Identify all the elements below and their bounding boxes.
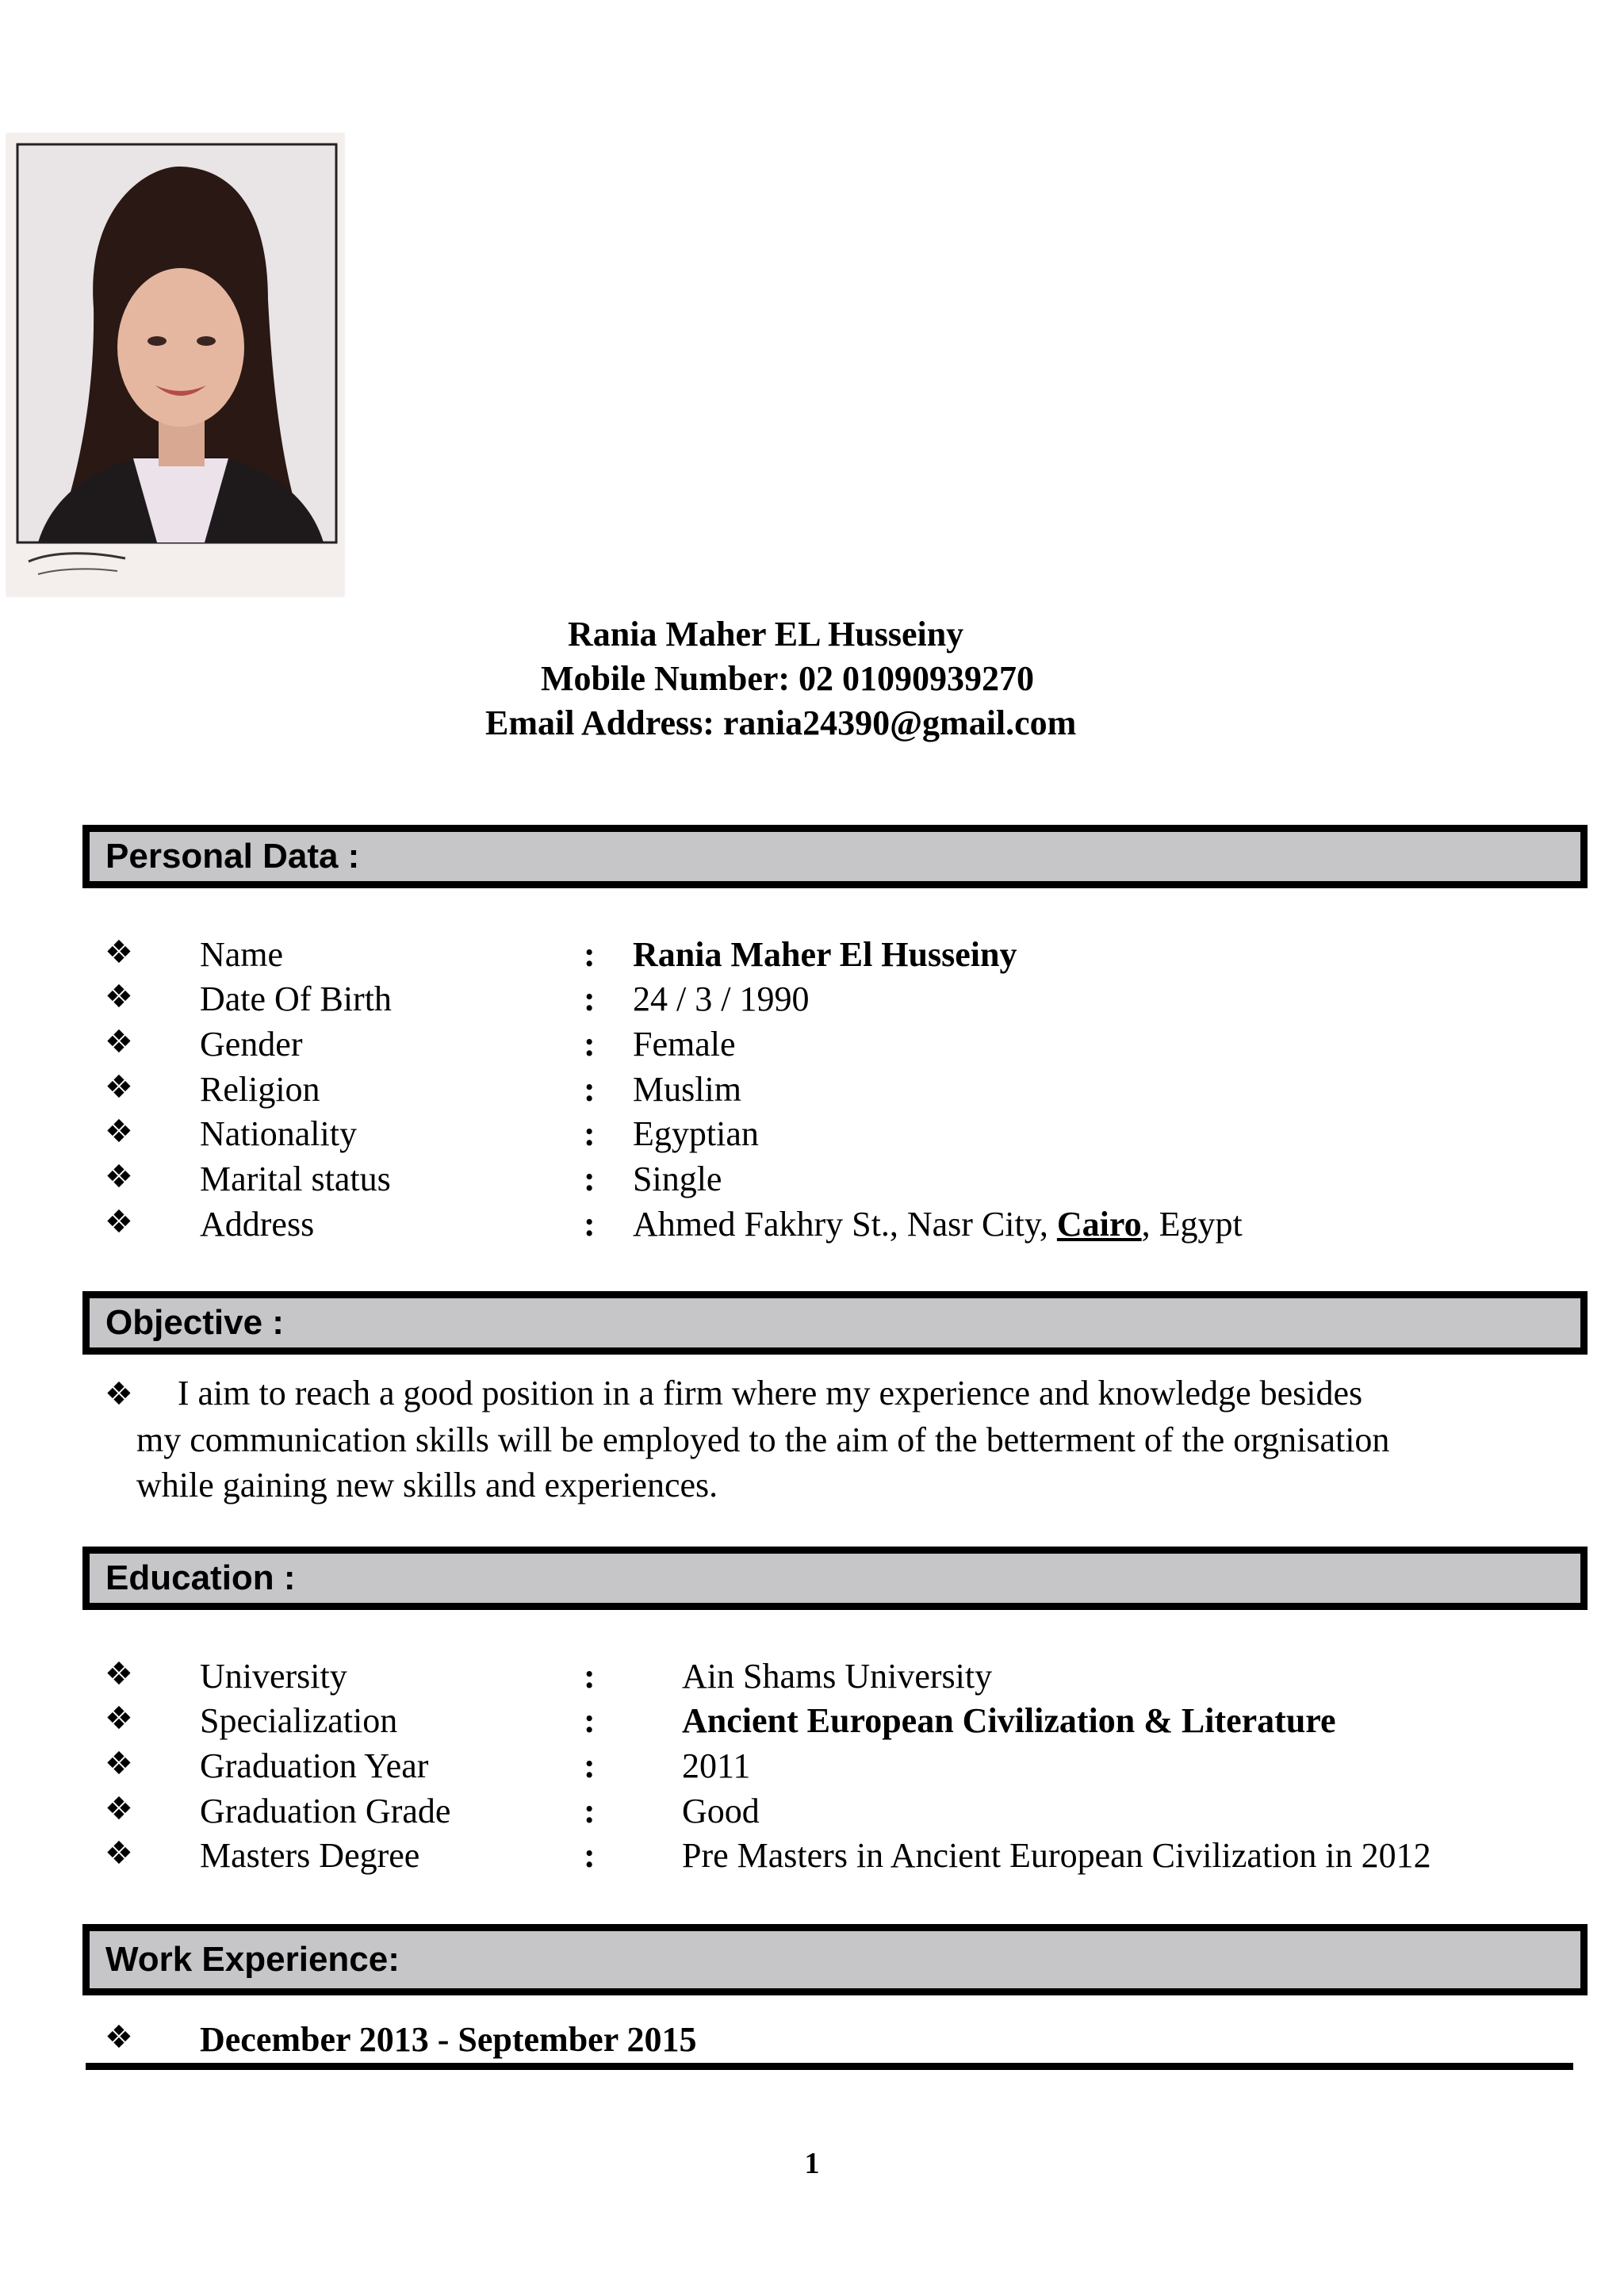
section-title: Objective :: [105, 1303, 284, 1342]
colon: :: [584, 1657, 596, 1696]
field-label: Graduation Grade: [200, 1792, 451, 1830]
colon: :: [584, 1205, 596, 1244]
colon: :: [584, 1701, 596, 1740]
bullet-icon: ❖: [105, 1791, 133, 1827]
email-address: Email Address: rania24390@gmail.com: [485, 703, 1077, 742]
education-row-specialization: [0, 1700, 1624, 1745]
personal-row-name: [0, 934, 1624, 979]
field-value: [633, 1204, 1243, 1244]
colon: :: [584, 1836, 596, 1875]
personal-row-gender: [0, 1024, 1624, 1068]
colon: :: [584, 1070, 596, 1109]
page-number: 1: [804, 2147, 820, 2180]
section-education: [82, 1547, 1588, 1610]
bullet-icon: ❖: [105, 2019, 133, 2056]
field-label: Graduation Year: [200, 1746, 429, 1785]
field-value: Female: [633, 1025, 736, 1064]
bullet-icon: ❖: [105, 1376, 133, 1412]
colon: :: [584, 1025, 596, 1064]
field-label: Date Of Birth: [200, 979, 392, 1018]
bullet-icon: ❖: [105, 979, 133, 1015]
field-value: Single: [633, 1159, 722, 1198]
section-objective: [82, 1291, 1588, 1355]
bullet-icon: ❖: [105, 934, 133, 971]
section-personal-data: [82, 825, 1588, 888]
field-value: Ain Shams University: [682, 1657, 993, 1696]
field-label: Address: [200, 1205, 315, 1244]
bullet-icon: ❖: [105, 1204, 133, 1240]
field-label: Religion: [200, 1070, 320, 1109]
objective-line: I aim to reach a good position in a firm where my experience and knowledge besides: [177, 1374, 1363, 1412]
address-city: Cairo: [1056, 1205, 1142, 1244]
bullet-icon: ❖: [105, 1700, 133, 1737]
field-value: Muslim: [633, 1070, 741, 1109]
education-row-masters: [0, 1835, 1624, 1880]
personal-row-marital: [0, 1159, 1624, 1203]
section-title: Personal Data :: [105, 837, 360, 876]
section-title: Education :: [105, 1558, 296, 1597]
profile-photo: [6, 133, 344, 596]
field-value: Good: [682, 1792, 760, 1830]
section-work-experience: [82, 1924, 1588, 1995]
address-street: Ahmed Fakhry St., Nasr City,: [633, 1205, 1057, 1244]
field-label: Gender: [200, 1025, 303, 1064]
education-row-graduation-year: [0, 1746, 1624, 1790]
work-period: December 2013 - September 2015: [200, 2020, 697, 2059]
field-value: Ancient European Civilization & Literature: [682, 1701, 1336, 1740]
colon: :: [584, 979, 596, 1018]
personal-row-religion: [0, 1069, 1624, 1114]
objective-text: [105, 1370, 1548, 1508]
education-row-university: [0, 1656, 1624, 1700]
field-label: Nationality: [200, 1114, 357, 1153]
education-row-graduation-grade: [0, 1791, 1624, 1835]
colon: :: [584, 1114, 596, 1153]
mobile-number: Mobile Number: 02 01090939270: [541, 659, 1035, 698]
field-label: Specialization: [200, 1701, 398, 1740]
bullet-icon: ❖: [105, 1835, 133, 1872]
bullet-icon: ❖: [105, 1746, 133, 1782]
colon: :: [584, 1792, 596, 1830]
personal-row-nationality: [0, 1114, 1624, 1158]
field-label: University: [200, 1657, 347, 1696]
personal-row-dob: [0, 979, 1624, 1023]
bullet-icon: ❖: [105, 1069, 133, 1106]
colon: :: [584, 1746, 596, 1785]
objective-line: my communication skills will be employed to the aim of the betterment of the orgnisation: [136, 1420, 1390, 1459]
field-value: 2011: [682, 1746, 751, 1785]
bullet-icon: ❖: [105, 1159, 133, 1195]
field-value: Egyptian: [633, 1114, 759, 1153]
field-value: Rania Maher El Husseiny: [633, 935, 1017, 974]
field-label: Name: [200, 935, 284, 974]
address-country: , Egypt: [1141, 1205, 1243, 1244]
field-value: 24 / 3 / 1990: [633, 979, 810, 1018]
portrait-image: [6, 133, 344, 596]
field-label: Marital status: [200, 1159, 391, 1198]
personal-row-address: [0, 1204, 1624, 1248]
candidate-name: Rania Maher EL Husseiny: [568, 615, 964, 654]
bullet-icon: ❖: [105, 1024, 133, 1060]
field-label: Masters Degree: [200, 1836, 420, 1875]
bullet-icon: ❖: [105, 1114, 133, 1150]
objective-line: while gaining new skills and experiences.: [136, 1466, 718, 1504]
field-value: Pre Masters in Ancient European Civilization in 2012: [682, 1836, 1431, 1875]
divider: [86, 2063, 1573, 2070]
colon: :: [584, 935, 596, 974]
section-title: Work Experience:: [105, 1940, 400, 1979]
colon: :: [584, 1159, 596, 1198]
bullet-icon: ❖: [105, 1656, 133, 1692]
